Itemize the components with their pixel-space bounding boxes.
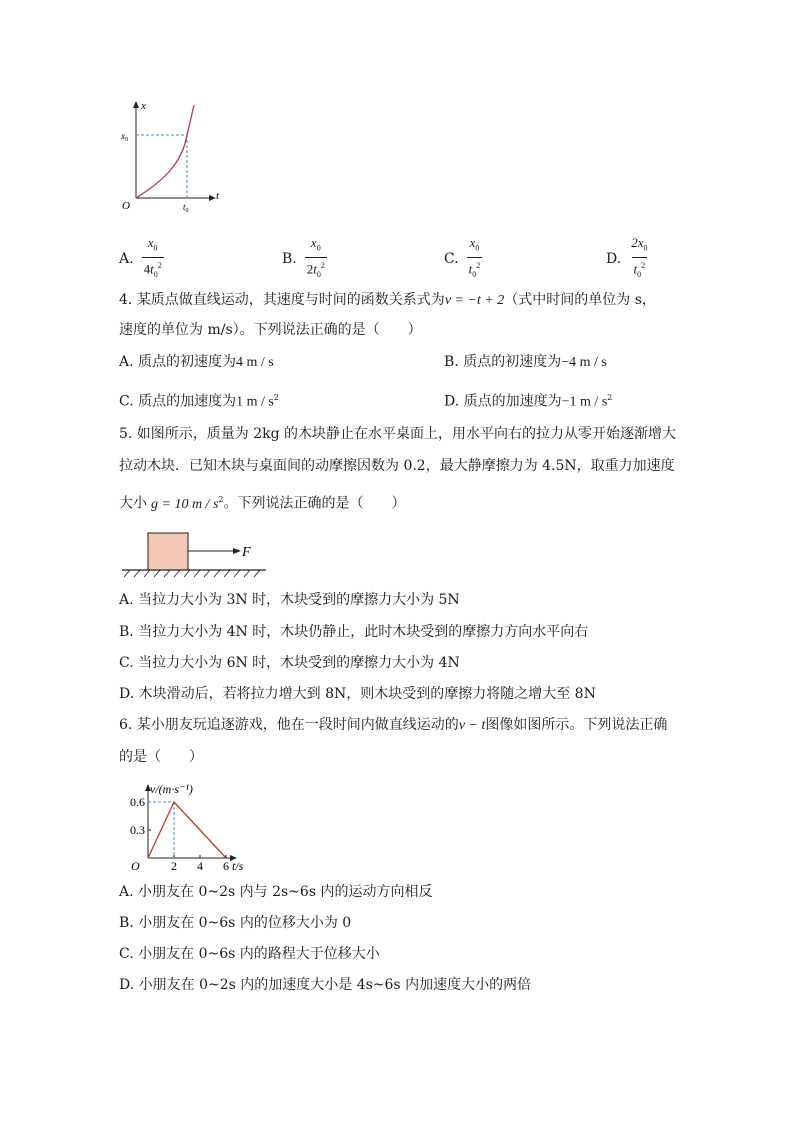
- xt-x0-label: $x_0$: [121, 131, 128, 143]
- q4-stem-line1: [119, 290, 656, 311]
- q3-a-num-sub: 0: [153, 243, 158, 253]
- xt-y-label: x: [141, 100, 146, 112]
- vt-x-tick-label: 2: [171, 859, 177, 873]
- vt-line-segment: [148, 802, 174, 858]
- q6-option-c[interactable]: C. 小朋友在 0~6s 内的路程大于位移大小: [119, 946, 380, 962]
- q6-stem-line2: 的是（ ）: [119, 749, 203, 765]
- q5-stem-3b: 。下列说法正确的是（ ）: [223, 495, 406, 512]
- q3-option-c-letter: C.: [444, 251, 459, 267]
- q6-option-a[interactable]: A. 小朋友在 0~2s 内与 2s~6s 内的运动方向相反: [119, 884, 433, 900]
- q3-option-b-fraction: [305, 235, 327, 283]
- q5-stem-line2: 拉动木块．已知木块与桌面间的动摩擦因数为 0.2，最大静摩擦力为 4.5N，取重力加速度: [119, 458, 675, 474]
- q6-stem-line1: [119, 715, 667, 736]
- vt-chart: [115, 778, 265, 874]
- q5-g-sq: 2: [218, 495, 224, 504]
- q4-option-a-value: 4 m / s: [236, 355, 274, 370]
- q5-option-b[interactable]: B. 当拉力大小为 4N 时，木块仍静止，此时木块受到的摩擦力方向水平向右: [119, 624, 589, 640]
- vt-x-tick-label: 4: [197, 859, 203, 873]
- vt-x-label: t/s: [232, 859, 244, 873]
- q3-d-num: 2x: [631, 235, 644, 251]
- q4-option-b[interactable]: [444, 352, 607, 373]
- vt-y-label: v/(m·s⁻¹): [150, 782, 193, 796]
- vt-line-segment: [174, 802, 226, 858]
- q4-option-a-text: A. 质点的初速度为: [119, 354, 237, 370]
- q3-option-a[interactable]: [119, 235, 164, 279]
- force-label: F: [242, 545, 251, 560]
- q5-g-formula: g = 10 m / s: [151, 496, 219, 512]
- xt-y-arrow: [133, 101, 139, 108]
- q4-option-b-text: B. 质点的初速度为: [444, 354, 562, 370]
- q3-a-den-sub: 0: [153, 269, 158, 279]
- q4-option-c-value: 1 m / s: [236, 394, 274, 410]
- xt-graph: [110, 95, 240, 215]
- q3-option-c[interactable]: [444, 235, 482, 279]
- q4-option-d-sq: 2: [607, 393, 613, 402]
- q3-a-den-sup: 2: [157, 260, 162, 270]
- q3-c-num-sub: 0: [475, 243, 480, 253]
- q3-a-den: t: [150, 261, 154, 277]
- q3-option-b[interactable]: [282, 235, 327, 279]
- q3-b-den-sup: 2: [320, 260, 325, 270]
- q3-a-num: x: [147, 235, 154, 251]
- q3-option-a-fraction: [142, 235, 164, 283]
- q3-option-a-letter: A.: [119, 251, 134, 267]
- q3-c-den-sub: 0: [472, 269, 477, 279]
- q4-option-b-value: −4 m / s: [561, 355, 607, 370]
- q3-option-d-fraction: [629, 235, 649, 283]
- q4-option-c-sq: 2: [273, 393, 279, 402]
- force-arrowhead: [233, 548, 241, 554]
- wood-block: [148, 533, 188, 570]
- q3-d-num-sub: 0: [643, 243, 648, 253]
- q3-d-den-sup: 2: [641, 260, 646, 270]
- q3-c-num: x: [469, 235, 476, 251]
- q3-option-d-letter: D.: [606, 251, 622, 267]
- q5-stem-line1: 5. 如图所示，质量为 2kg 的木块静止在水平桌面上，用水平向右的拉力从零开始逐渐增大: [119, 426, 677, 442]
- q5-option-c[interactable]: C. 当拉力大小为 6N 时，木块受到的摩擦力大小为 4N: [119, 655, 460, 671]
- q4-option-d-text: D. 质点的加速度为: [444, 393, 562, 410]
- q4-option-c[interactable]: [119, 388, 279, 413]
- q4-option-d-value: −1 m / s: [561, 394, 608, 410]
- q4-formula: v = −t + 2: [444, 293, 505, 308]
- vt-x-tick-label: 6: [223, 859, 229, 873]
- vt-y-tick-label: 0.3: [130, 823, 145, 837]
- q4-option-d[interactable]: [444, 388, 612, 413]
- q3-option-c-fraction: [467, 235, 483, 283]
- q4-option-a[interactable]: [119, 352, 274, 373]
- q4-stem-line2: 速度的单位为 m/s）。下列说法正确的是（ ）: [119, 322, 422, 338]
- q3-d-den: t: [633, 261, 638, 277]
- q3-c-den-sup: 2: [476, 260, 481, 270]
- q3-b-den: t: [313, 261, 317, 277]
- q3-a-coef: 4: [143, 261, 151, 277]
- q3-c-den: t: [468, 261, 473, 277]
- q6-stem-b: 图像如图所示。下列说法正确: [485, 717, 668, 733]
- q6-vt-formula: v − t: [458, 718, 486, 733]
- xt-x-label: t: [216, 190, 220, 202]
- q6-stem-a: 6. 某小朋友玩追逐游戏，他在一段时间内做直线运动的: [119, 717, 459, 733]
- q4-stem-b: （式中时间的单位为 s，: [504, 292, 656, 308]
- q4-stem-a: 4. 某质点做直线运动，其速度与时间的函数关系式为: [119, 292, 445, 308]
- xt-origin-label: O: [122, 200, 130, 212]
- q5-option-d[interactable]: D. 木块滑动后，若将拉力增大到 8N，则木块受到的摩擦力将随之增大至 8N: [119, 686, 596, 702]
- q3-option-d[interactable]: [606, 235, 649, 279]
- q6-option-d[interactable]: D. 小朋友在 0~2s 内的加速度大小是 4s~6s 内加速度大小的两倍: [119, 977, 532, 993]
- table-hatching: [124, 570, 260, 577]
- block-diagram: [120, 527, 270, 579]
- q3-option-b-letter: B.: [282, 251, 297, 267]
- q5-stem-3a: 大小: [119, 495, 147, 512]
- vt-y-tick-label: 0.6: [130, 795, 145, 809]
- q3-d-den-sub: 0: [637, 269, 642, 279]
- q6-option-b[interactable]: B. 小朋友在 0~6s 内的位移大小为 0: [119, 915, 352, 931]
- q5-option-a[interactable]: A. 当拉力大小为 3N 时，木块受到的摩擦力大小为 5N: [119, 592, 460, 608]
- xt-x-arrow: [209, 195, 216, 201]
- q5-stem-line3: [119, 490, 406, 515]
- q3-b-coef: 2: [306, 261, 314, 277]
- q3-b-den-sub: 0: [316, 269, 321, 279]
- q3-b-num-sub: 0: [316, 243, 321, 253]
- xt-curve: [136, 105, 194, 198]
- xt-t0-label: $t_0$: [183, 202, 189, 214]
- q3-b-num: x: [310, 235, 317, 251]
- vt-origin-label: O: [131, 859, 140, 873]
- q4-option-c-text: C. 质点的加速度为: [119, 393, 237, 410]
